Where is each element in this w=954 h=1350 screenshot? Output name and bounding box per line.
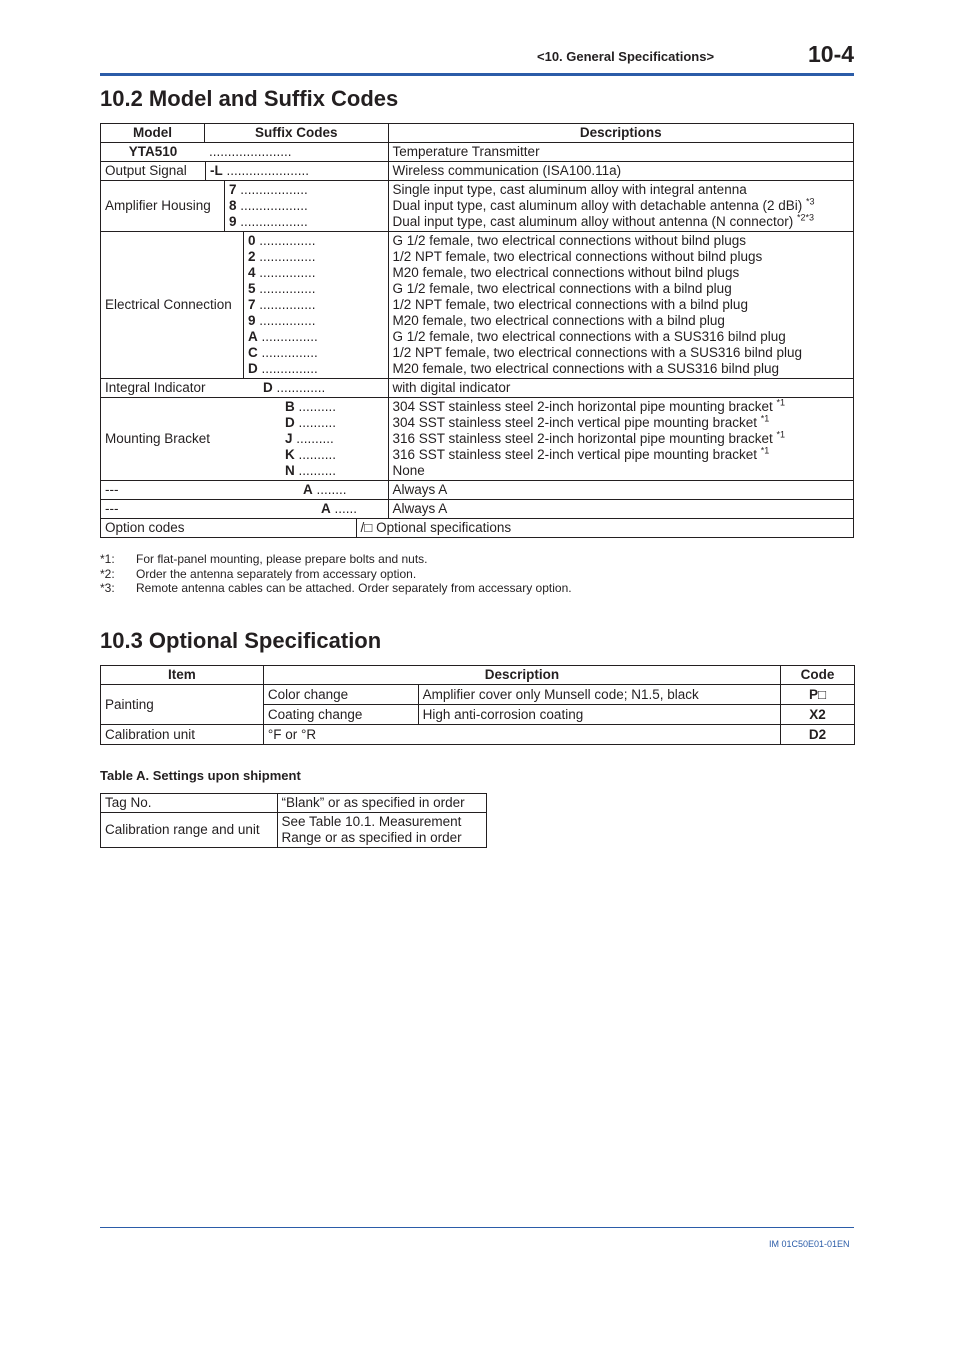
description-text: 304 SST stainless steel 2-inch vertical pipe mounting bracket xyxy=(392,415,757,430)
suffix-code-line xyxy=(248,233,388,249)
suffix-code: 8 xyxy=(229,198,237,213)
description-text: 316 SST stainless steel 2-inch horizontal pipe mounting bracket xyxy=(392,431,773,446)
table-cell: Painting xyxy=(101,685,264,725)
leader-dots: ............... xyxy=(259,297,316,312)
model-suffix-cell xyxy=(101,398,389,481)
leader-dots: ............... xyxy=(259,249,316,264)
table-cell: Coating change xyxy=(263,705,418,725)
footnote-ref: *1 xyxy=(776,429,786,440)
table-cell: D2 xyxy=(781,725,855,745)
description-line xyxy=(393,329,849,345)
column-header: Item xyxy=(101,666,264,685)
running-header-section: <10. General Specifications> xyxy=(537,49,715,64)
description-text: 1/2 NPT female, two electrical connections without bilnd plugs xyxy=(392,249,763,264)
suffix-code-line xyxy=(285,447,388,463)
description-cell xyxy=(388,481,853,500)
suffix-code-line xyxy=(248,345,388,361)
footnote-text: Remote antenna cables can be attached. Order separately from accessary option. xyxy=(136,581,572,595)
section-title-optional-spec: 10.3 Optional Specification xyxy=(100,628,382,653)
model-suffix-cell xyxy=(101,143,389,162)
table-row xyxy=(101,162,854,181)
footnote-mark: *1: xyxy=(100,552,115,566)
description-line xyxy=(393,163,849,179)
description-text: with digital indicator xyxy=(392,380,511,395)
table-row xyxy=(101,181,854,232)
table-row xyxy=(101,481,854,500)
suffix-code: 9 xyxy=(229,214,237,229)
header-rule xyxy=(100,73,854,76)
suffix-code-line xyxy=(248,265,388,281)
suffix-code: D xyxy=(248,361,258,376)
suffix-code-line xyxy=(285,431,388,447)
description-line xyxy=(393,463,849,479)
suffix-code: A xyxy=(248,329,258,344)
leader-dots: ............... xyxy=(261,329,318,344)
description-text: Wireless communication (ISA100.11a) xyxy=(392,163,622,178)
leader-dots: .................. xyxy=(240,198,308,213)
cell-line: Range or as specified in order xyxy=(281,830,462,845)
description-line xyxy=(393,380,849,396)
description-text: M20 female, two electrical connections with a SUS316 bilnd plug xyxy=(392,361,779,376)
leader-dots: ............... xyxy=(261,345,318,360)
page-number: 10-4 xyxy=(808,41,855,67)
table-row xyxy=(101,794,487,813)
suffix-code: A xyxy=(321,501,331,516)
column-header: Model xyxy=(101,124,205,143)
footnote-ref: *2*3 xyxy=(797,212,815,223)
footnote-ref: *3 xyxy=(806,196,815,207)
model-suffix-cell xyxy=(101,232,389,379)
description-line xyxy=(393,281,849,297)
leader-dots: ............... xyxy=(259,265,316,280)
description-text: Dual input type, cast aluminum alloy with detachable antenna (2 dBi) xyxy=(392,198,803,213)
description-line xyxy=(393,345,849,361)
model-suffix-cell xyxy=(101,481,389,500)
suffix-code-line xyxy=(285,415,388,431)
table-cell: Tag No. xyxy=(101,794,278,813)
description-line xyxy=(393,265,849,281)
model-suffix-table xyxy=(100,123,854,538)
leader-dots: .......... xyxy=(298,447,337,462)
table-cell xyxy=(277,813,486,848)
table-row xyxy=(101,500,854,519)
table-header-row xyxy=(101,124,854,143)
suffix-code: D xyxy=(285,415,295,430)
model-suffix-cell xyxy=(101,500,389,519)
leader-dots: .................. xyxy=(240,214,308,229)
suffix-code-line xyxy=(321,501,388,517)
suffix-code: 2 xyxy=(248,249,256,264)
description-text: G 1/2 female, two electrical connections with a SUS316 bilnd plug xyxy=(392,329,786,344)
suffix-code-line xyxy=(263,380,388,396)
leader-dots: ............... xyxy=(259,313,316,328)
description-text: Temperature Transmitter xyxy=(392,144,540,159)
table-row xyxy=(101,519,854,538)
description-line xyxy=(393,297,849,313)
description-cell xyxy=(388,232,853,379)
suffix-code-line xyxy=(248,313,388,329)
table-row xyxy=(101,398,854,481)
table-row xyxy=(101,685,855,705)
description-text: 316 SST stainless steel 2-inch vertical pipe mounting bracket xyxy=(392,447,757,462)
suffix-code: B xyxy=(285,399,295,414)
row-label: --- xyxy=(105,482,119,497)
suffix-code: C xyxy=(248,345,258,360)
suffix-code-line xyxy=(285,399,388,415)
description-cell xyxy=(388,398,853,481)
description-line xyxy=(393,482,849,498)
suffix-code-line xyxy=(248,297,388,313)
suffix-code-line xyxy=(210,163,388,179)
leader-dots: .......... xyxy=(298,399,337,414)
model-suffix-cell xyxy=(101,162,389,181)
suffix-code-line xyxy=(248,249,388,265)
suffix-code: 9 xyxy=(248,313,256,328)
leader-dots: ...... xyxy=(334,501,358,516)
footnote xyxy=(100,581,572,596)
description-text: 304 SST stainless steel 2-inch horizontal pipe mounting bracket xyxy=(392,399,773,414)
suffix-code-line xyxy=(285,463,388,479)
suffix-code: 0 xyxy=(248,233,256,248)
description-line xyxy=(393,233,849,249)
column-header: Suffix Codes xyxy=(204,124,388,143)
footnote-mark: *3: xyxy=(100,581,115,595)
row-label: YTA510 xyxy=(128,144,178,159)
leader-dots: ............. xyxy=(276,380,326,395)
suffix-code-line xyxy=(229,198,388,214)
row-label: Electrical Connection xyxy=(105,297,232,312)
description-line xyxy=(393,361,849,377)
optional-spec-table xyxy=(100,665,855,745)
description-cell xyxy=(388,379,853,398)
table-header-row xyxy=(101,666,855,685)
table-cell: °F or °R xyxy=(263,725,780,745)
cell-line: See Table 10.1. Measurement xyxy=(281,814,462,829)
model-suffix-cell xyxy=(101,181,389,232)
table-cell: High anti-corrosion coating xyxy=(418,705,780,725)
description-line xyxy=(393,501,849,517)
leader-dots: .......... xyxy=(298,415,337,430)
description-line xyxy=(393,313,849,329)
footnotes xyxy=(100,552,572,596)
column-header: Descriptions xyxy=(388,124,853,143)
table-row xyxy=(101,813,487,848)
footnote-text: For flat-panel mounting, please prepare bolts and nuts. xyxy=(136,552,428,566)
description-cell xyxy=(204,519,853,538)
description-text: Single input type, cast aluminum alloy with integral antenna xyxy=(392,182,747,197)
description-text: Dual input type, cast aluminum alloy without antenna (N connector) xyxy=(392,214,794,229)
leader-dots: ........ xyxy=(316,482,347,497)
table-cell: P□ xyxy=(781,685,855,705)
suffix-code-line xyxy=(209,144,388,160)
row-label: --- xyxy=(105,501,119,516)
leader-dots: .................. xyxy=(240,182,308,197)
description-line xyxy=(393,431,849,447)
table-cell: “Blank” or as specified in order xyxy=(277,794,486,813)
description-line xyxy=(393,249,849,265)
settings-table xyxy=(100,793,487,848)
description-text: /□ Optional specifications xyxy=(360,520,512,535)
description-text: Always A xyxy=(392,482,448,497)
suffix-code-line xyxy=(229,182,388,198)
description-line xyxy=(360,520,849,536)
section-title-model-suffix: 10.2 Model and Suffix Codes xyxy=(100,86,399,111)
suffix-code: 4 xyxy=(248,265,256,280)
table-row xyxy=(101,379,854,398)
description-text: M20 female, two electrical connections without bilnd plugs xyxy=(392,265,740,280)
footnote-ref: *1 xyxy=(776,397,786,408)
description-line xyxy=(393,447,849,463)
suffix-code-line xyxy=(248,281,388,297)
description-cell xyxy=(388,162,853,181)
suffix-code: N xyxy=(285,463,295,478)
footnote-text: Order the antenna separately from accessary option. xyxy=(136,566,417,581)
suffix-code: K xyxy=(285,447,295,462)
leader-dots: ............... xyxy=(261,361,318,376)
description-text: 1/2 NPT female, two electrical connections with a bilnd plug xyxy=(392,297,748,312)
table-cell: Calibration range and unit xyxy=(101,813,278,848)
suffix-code-line xyxy=(248,361,388,377)
description-line xyxy=(393,214,849,230)
suffix-code: D xyxy=(263,380,273,395)
leader-dots: ............... xyxy=(259,233,316,248)
leader-dots: ...................... xyxy=(226,163,310,178)
row-label: Integral Indicator xyxy=(105,380,206,395)
description-line xyxy=(393,198,849,214)
description-line xyxy=(393,144,849,160)
column-header: Code xyxy=(781,666,855,685)
leader-dots: ............... xyxy=(259,281,316,296)
suffix-code: 5 xyxy=(248,281,256,296)
suffix-code: A xyxy=(303,482,313,497)
leader-dots: ...................... xyxy=(209,144,292,159)
table-row xyxy=(101,232,854,379)
description-line xyxy=(393,182,849,198)
row-label: Amplifier Housing xyxy=(105,198,211,213)
table-cell: Calibration unit xyxy=(101,725,264,745)
column-header: Description xyxy=(263,666,780,685)
row-label: Mounting Bracket xyxy=(105,431,211,446)
description-text: Always A xyxy=(392,501,448,516)
table-cell: Amplifier cover only Munsell code; N1.5, black xyxy=(418,685,780,705)
description-text: 1/2 NPT female, two electrical connections with a SUS316 bilnd plug xyxy=(392,345,802,360)
model-suffix-cell xyxy=(101,519,205,538)
description-text: None xyxy=(392,463,425,478)
suffix-code: 7 xyxy=(229,182,237,197)
footnote xyxy=(100,552,572,567)
table-row xyxy=(101,725,855,745)
description-cell xyxy=(388,181,853,232)
description-text: G 1/2 female, two electrical connections without bilnd plugs xyxy=(392,233,746,248)
description-text: M20 female, two electrical connections with a bilnd plug xyxy=(392,313,725,328)
table-a-title: Table A. Settings upon shipment xyxy=(100,768,301,783)
row-label: Output Signal xyxy=(105,163,187,178)
footnote-ref: *1 xyxy=(760,445,770,456)
suffix-code: 7 xyxy=(248,297,256,312)
table-cell: X2 xyxy=(781,705,855,725)
row-label: Option codes xyxy=(105,520,185,535)
description-cell xyxy=(388,500,853,519)
leader-dots: .......... xyxy=(296,431,334,446)
suffix-code-line xyxy=(303,482,388,498)
description-cell xyxy=(388,143,853,162)
table-cell: Color change xyxy=(263,685,418,705)
footer-rule xyxy=(100,1227,854,1228)
suffix-code-line xyxy=(248,329,388,345)
leader-dots: .......... xyxy=(298,463,337,478)
table-row xyxy=(101,143,854,162)
document-id: IM 01C50E01-01EN xyxy=(769,1239,850,1249)
suffix-code: J xyxy=(285,431,293,446)
suffix-code-line xyxy=(229,214,388,230)
description-text: G 1/2 female, two electrical connections with a bilnd plug xyxy=(392,281,732,296)
footnote xyxy=(100,567,572,582)
model-suffix-cell xyxy=(101,379,389,398)
suffix-code: -L xyxy=(210,163,223,178)
description-line xyxy=(393,399,849,415)
footnote-mark: *2: xyxy=(100,566,115,581)
footnote-ref: *1 xyxy=(760,413,770,424)
